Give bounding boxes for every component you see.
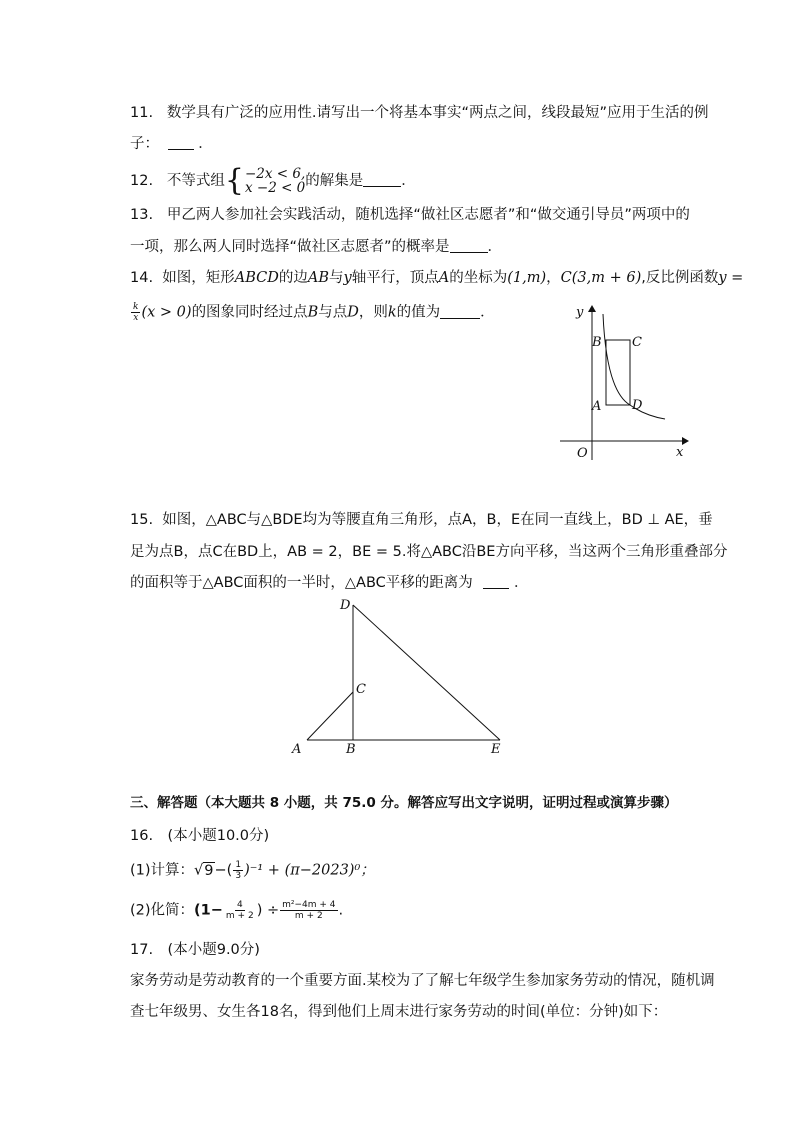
q13-line1: 13. 甲乙两人参加社会实践活动，随机选择“做社区志愿者”和“做交通引导员”两项中的 [130, 207, 690, 223]
q17-line2: 查七年级男、女生各18名，得到他们上周末进行家务劳动的时间(单位：分钟)如下： [130, 1004, 668, 1020]
inequality-system: { −2x < 6, x −2 < 0 [224, 163, 306, 198]
q17-line1: 家务劳动是劳动教育的一个重要方面.某校为了了解七年级学生参加家务劳动的情况，随机调 [130, 973, 715, 989]
label-y: y [576, 305, 584, 320]
q15-number: 15. [130, 512, 154, 528]
q12-line: 12. 不等式组 { −2x < 6, x −2 < 0 的解集是 ． [130, 163, 416, 198]
q15-line3: 的面积等于△ABC面积的一半时，△ABC平移的距离为 ． [130, 575, 529, 591]
label-c: C [632, 335, 642, 350]
label-c: C [356, 682, 366, 697]
segment-ac [307, 692, 353, 740]
answer-blank[interactable] [440, 318, 480, 319]
answer-blank[interactable] [450, 252, 488, 253]
label-b: B [592, 335, 602, 350]
answer-blank[interactable] [483, 588, 509, 589]
q12-number: 12. [130, 173, 154, 189]
q16-header: 16. (本小题10.0分) [130, 828, 270, 844]
q14-line2: $\frac{k}{x}$ (x > 0)的图象同时经过点B与点D，则k的值为 ． [133, 302, 495, 323]
label-b: B [346, 742, 356, 757]
label-d: D [340, 598, 351, 613]
rectangle-abcd [606, 340, 630, 405]
label-a: A [592, 399, 602, 414]
q14-number: 14. [130, 270, 154, 286]
label-o: O [577, 446, 588, 461]
label-d: D [632, 398, 643, 413]
q16-part1: (1)计算：√9−( $\frac{1}{3}$ )⁻¹ + (π−2023)⁰； [130, 860, 375, 881]
q11-line2: 子： ． [130, 136, 213, 152]
q15-line2: 足为点B，点C在BD上，AB = 2，BE = 5.将△ABC沿BE方向平移，当这两个三角形重叠部分 [130, 544, 728, 560]
label-x: x [676, 445, 684, 460]
answer-blank[interactable] [168, 149, 194, 150]
label-a: A [292, 742, 302, 757]
section-3-heading: 三、解答题（本大题共 8 小题，共 75.0 分。解答应写出文字说明，证明过程或演算步骤） [130, 795, 678, 811]
q15-figure [285, 595, 515, 760]
segment-de [353, 605, 500, 740]
q11-number: 11. [130, 105, 154, 121]
q15-line1: 15. 如图，△ABC与△BDE均为等腰直角三角形，点A，B，E在同一直线上，BD ⊥ AE，垂 [130, 512, 713, 528]
q14-figure [555, 300, 695, 465]
q11-line1 [130, 103, 709, 123]
q17-header: 17. (本小题9.0分) [130, 942, 260, 958]
fraction-k-over-x: $\frac{k}{x}$ [133, 302, 139, 323]
q14-line1: 14. 如图，矩形ABCD的边AB与y轴平行，顶点A的坐标为(1,m)，C(3,m + 6),反比例函数y = [130, 270, 744, 286]
q16-part2: (2)化简：(1− $\frac{4}{m + 2}$ ) ÷ $\frac{\text{m²−4m + 4}}{m + 2}$ . [130, 900, 344, 921]
q13-line2: 一项，那么两人同时选择“做社区志愿者”的概率是 ． [130, 239, 503, 255]
q11-text: 数学具有广泛的应用性.请写出一个将基本事实“两点之间，线段最短”应用于生活的例 [166, 105, 709, 121]
label-e: E [491, 742, 501, 757]
q13-number: 13. [130, 207, 154, 223]
answer-blank[interactable] [363, 186, 401, 187]
